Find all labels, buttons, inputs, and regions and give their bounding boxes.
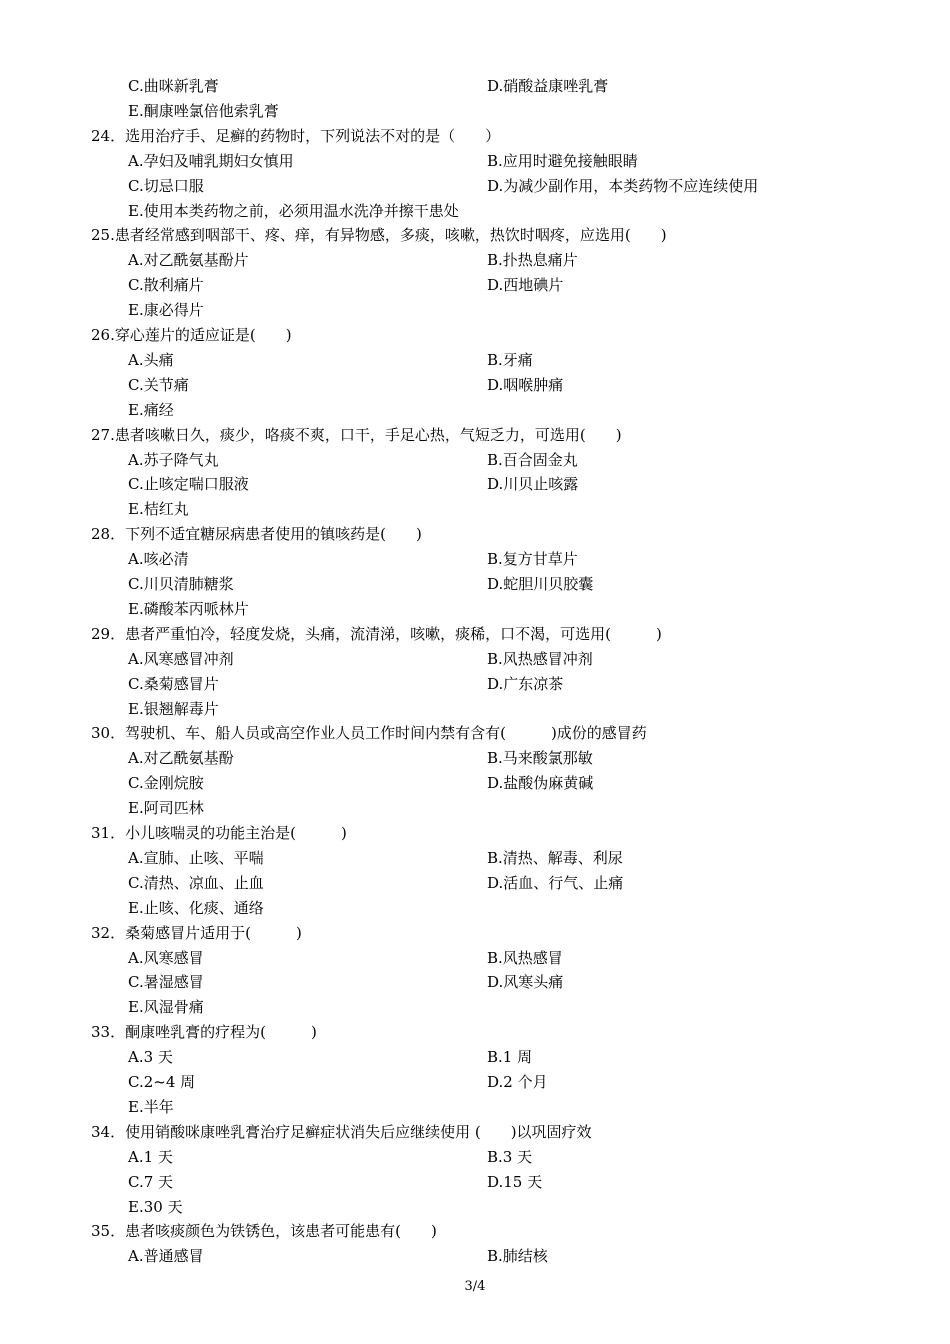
answer-option: A.宣肺、止咳、平喘: [128, 848, 264, 867]
question-row: [0, 423, 950, 448]
option-row: [0, 547, 950, 572]
question-row: [0, 1020, 950, 1045]
question-row: [0, 821, 950, 846]
option-row: [0, 1045, 950, 1070]
answer-option: B.肺结核: [487, 1247, 548, 1266]
answer-option: E.阿司匹林: [128, 799, 204, 818]
option-row: [0, 448, 950, 473]
option-row: [0, 348, 950, 373]
option-row: [0, 697, 950, 722]
answer-option: C.清热、凉血、止血: [128, 873, 264, 892]
answer-option: B.清热、解毒、利尿: [487, 848, 623, 867]
question-stem: 32．桑菊感冒片适用于( ): [91, 923, 302, 942]
answer-option: C.金刚烷胺: [128, 774, 204, 793]
option-row: [0, 1244, 950, 1269]
option-row: [0, 796, 950, 821]
question-row: [0, 522, 950, 547]
answer-option: B.扑热息痛片: [487, 251, 578, 270]
answer-option: A.1 天: [128, 1147, 173, 1166]
answer-option: C.2~4 周: [128, 1073, 196, 1091]
question-stem: 26.穿心莲片的适应证是( ): [91, 326, 292, 344]
answer-option: C.关节痛: [128, 375, 189, 394]
option-row: [0, 846, 950, 871]
answer-option: C.止咳定喘口服液: [128, 475, 249, 494]
answer-option: E.30 天: [128, 1197, 183, 1216]
question-row: [0, 223, 950, 248]
question-stem: 29．患者严重怕冷，轻度发烧，头痛，流清涕，咳嗽，痰稀，口不渴，可选用( ): [91, 624, 662, 643]
question-stem: 34．使用销酸咪康唑乳膏治疗足癣症状消失后应继续使用 ( )以巩固疗效: [91, 1122, 592, 1141]
answer-option: C.暑湿感冒: [128, 973, 204, 992]
option-row: [0, 946, 950, 971]
option-row: [0, 970, 950, 995]
question-row: [0, 921, 950, 946]
answer-option: C.川贝清肺糖浆: [128, 575, 234, 593]
question-stem: 30．驾驶机、车、船人员或高空作业人员工作时间内禁有含有( )成份的感冒药: [91, 724, 647, 743]
question-stem: 33．酮康唑乳膏的疗程为( ): [91, 1023, 317, 1042]
answer-option: B.马来酸氯那敏: [487, 749, 593, 768]
question-stem: 27.患者咳嗽日久，痰少，咯痰不爽，口干，手足心热，气短乏力，可选用( ): [91, 425, 622, 444]
answer-option: D.盐酸伪麻黄碱: [487, 774, 594, 793]
option-row: [0, 871, 950, 896]
answer-option: A.风寒感冒冲剂: [128, 649, 234, 668]
page-number: 3/4: [464, 1279, 486, 1294]
answer-option: D.广东凉茶: [487, 674, 564, 693]
option-row: [0, 572, 950, 597]
question-stem: 35．患者咳痰颜色为铁锈色，该患者可能患有( ): [91, 1222, 437, 1241]
option-row: [0, 248, 950, 273]
option-row: [0, 373, 950, 398]
answer-option: B.1 周: [487, 1048, 533, 1067]
answer-option: C.切忌口服: [128, 176, 204, 195]
answer-option: A.咳必清: [128, 550, 189, 569]
option-row: [0, 1145, 950, 1170]
answer-option: B.牙痛: [487, 350, 533, 369]
question-row: [0, 622, 950, 647]
answer-option: E.桔红丸: [128, 500, 189, 519]
answer-option: D.蛇胆川贝胶囊: [487, 575, 594, 593]
option-row: [0, 1195, 950, 1220]
answer-option: A.头痛: [128, 350, 174, 369]
answer-option: B.3 天: [487, 1147, 533, 1166]
question-row: [0, 1120, 950, 1145]
option-row: [0, 99, 950, 124]
option-row: [0, 1170, 950, 1195]
question-row: [0, 124, 950, 149]
option-row: [0, 896, 950, 921]
question-row: [0, 721, 950, 746]
answer-option: E.磷酸苯丙哌林片: [128, 599, 249, 618]
option-row: [0, 472, 950, 497]
answer-option: E.止咳、化痰、通络: [128, 898, 264, 917]
answer-option: D.2 个月: [487, 1073, 548, 1091]
answer-option: B.应用时避免接触眼睛: [487, 151, 638, 170]
option-row: [0, 1070, 950, 1095]
option-row: [0, 1095, 950, 1120]
answer-option: D.15 天: [487, 1172, 543, 1191]
option-row: [0, 771, 950, 796]
answer-option: C.7 天: [128, 1172, 174, 1191]
answer-option: D.风寒头痛: [487, 973, 564, 992]
answer-option: A.苏子降气丸: [128, 450, 219, 469]
option-row: [0, 149, 950, 174]
question-stem: 28．下列不适宜糖尿病患者使用的镇咳药是( ): [91, 525, 422, 544]
answer-option: E.银翘解毒片: [128, 699, 219, 718]
answer-option: C.散利痛片: [128, 276, 204, 295]
option-row: [0, 398, 950, 423]
answer-option: A.3 天: [128, 1048, 173, 1067]
option-row: [0, 995, 950, 1020]
option-row: [0, 298, 950, 323]
answer-option: D.活血、行气、止痛: [487, 873, 624, 892]
answer-option: D.硝酸益康唑乳膏: [487, 77, 609, 95]
answer-option: D.川贝止咳露: [487, 475, 579, 494]
answer-option: A.普通感冒: [128, 1247, 204, 1266]
option-row: [0, 174, 950, 199]
question-row: [0, 323, 950, 348]
answer-option: E.酮康唑氯倍他索乳膏: [128, 101, 279, 120]
answer-option: B.百合固金丸: [487, 450, 578, 469]
option-row: [0, 597, 950, 622]
answer-option: E.半年: [128, 1097, 174, 1116]
question-stem: 24．选用治疗手、足癣的药物时，下列说法不对的是（ ）: [91, 126, 501, 145]
answer-option: B.风热感冒: [487, 948, 563, 967]
answer-option: D.西地碘片: [487, 276, 564, 295]
answer-option: E.使用本类药物之前，必须用温水洗净并擦干患处: [128, 201, 459, 220]
option-row: [0, 746, 950, 771]
question-stem: 25.患者经常感到咽部干、疼、痒，有异物感，多痰，咳嗽，热饮时咽疼，应选用( ): [91, 226, 667, 245]
option-row: [0, 273, 950, 298]
answer-option: B.风热感冒冲剂: [487, 649, 593, 668]
answer-option: E.痛经: [128, 400, 174, 419]
option-row: [0, 74, 950, 99]
answer-option: C.桑菊感冒片: [128, 674, 219, 693]
answer-option: D.咽喉肿痛: [487, 375, 564, 394]
option-row: [0, 497, 950, 522]
answer-option: E.风湿骨痛: [128, 998, 204, 1017]
answer-option: A.对乙酰氨基酚: [128, 749, 234, 768]
answer-option: A.风寒感冒: [128, 948, 204, 967]
answer-option: B.复方甘草片: [487, 550, 578, 569]
option-row: [0, 199, 950, 224]
question-stem: 31．小儿咳喘灵的功能主治是( ): [91, 824, 347, 842]
question-row: [0, 1219, 950, 1244]
option-row: [0, 647, 950, 672]
answer-option: E.康必得片: [128, 301, 204, 320]
option-row: [0, 672, 950, 697]
answer-option: C.曲咪新乳膏: [128, 77, 219, 95]
answer-option: D.为减少副作用，本类药物不应连续使用: [487, 176, 759, 195]
answer-option: A.孕妇及哺乳期妇女慎用: [128, 151, 294, 170]
answer-option: A.对乙酰氨基酚片: [128, 251, 249, 270]
